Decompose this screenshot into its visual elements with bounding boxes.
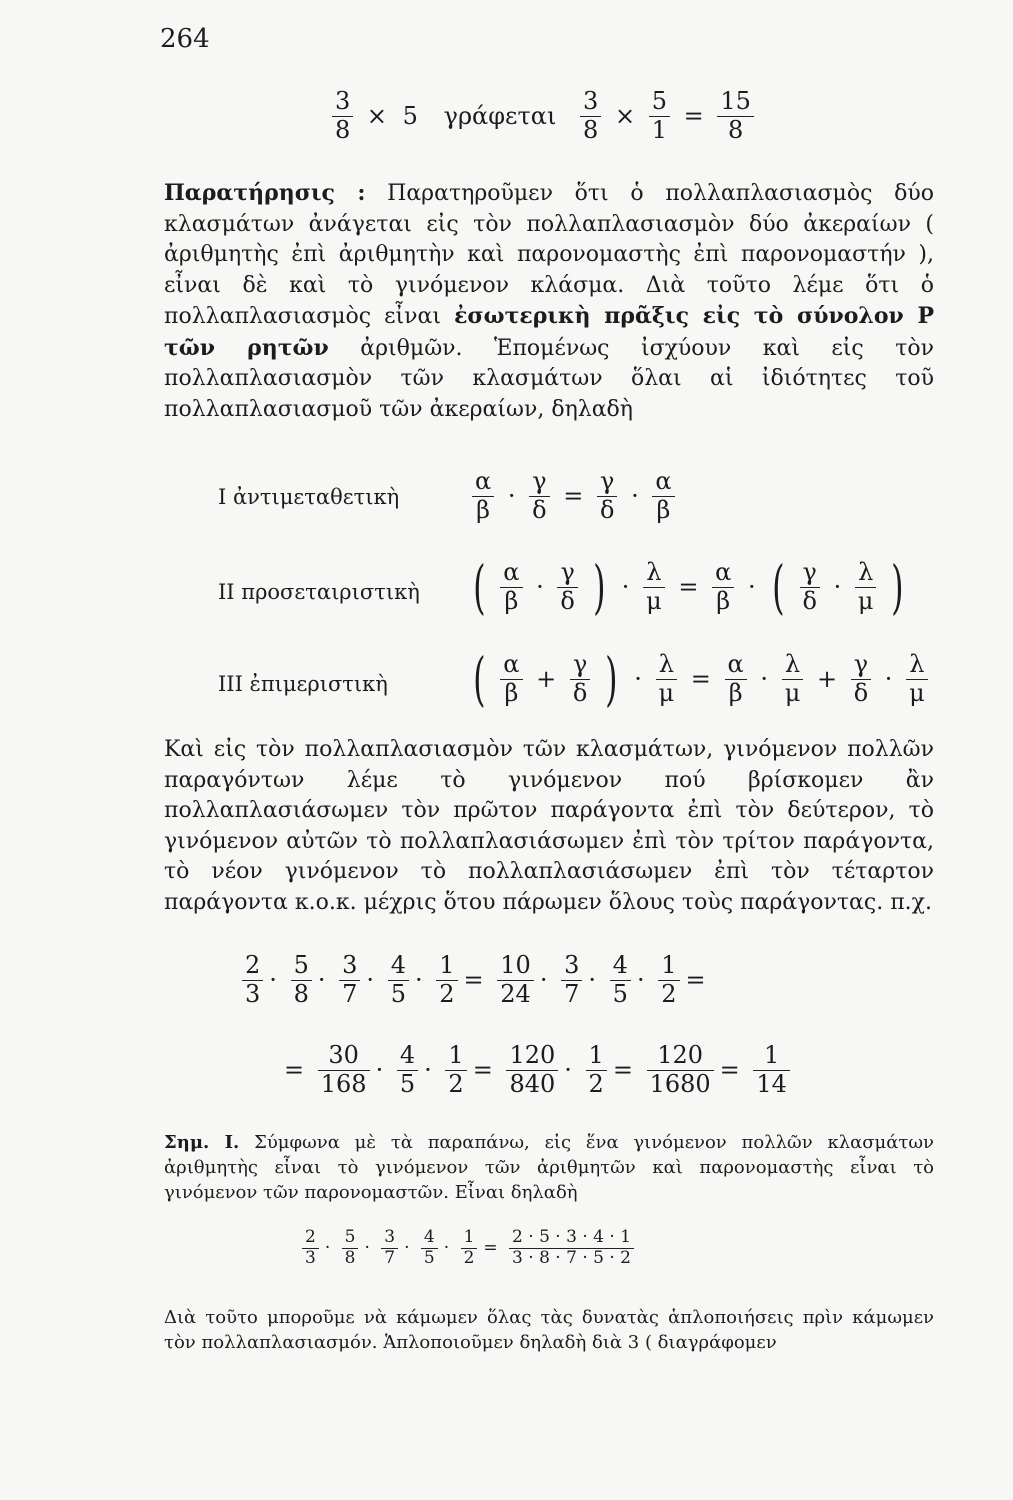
property-2-label: II προσεταιριστικὴ (218, 580, 420, 604)
paragraph-product: Καὶ εἰς τὸν πολλαπλασιασμὸν τῶν κλασμάτων, γινόμενον πολλῶν παραγόντων λέμε τὸ γινόμενον πού βρίσκομεν ἂν πολλαπλασιάσωμεν τὸν πρῶτον παράγοντα ἐπὶ τὸν δεύτερον, τὸ γινόμενον αὐτῶν τὸ πολλαπλασιάσωμεν ἐπὶ τὸν τρίτον παράγοντα, τὸ νέον γινόμενον τὸ πολλαπλασιάσωμεν ἐπὶ τὸν τέταρτον παράγοντα κ.ο.κ. μέχρις ὅτου πάρωμεν ὅλους τοὺς παράγοντας. π.χ. (164, 737, 934, 915)
page-number: 264 (160, 24, 210, 54)
note-paragraph: Σημ. I. Σύμφωνα μὲ τὰ παραπάνω, εἰς ἕνα γινόμενον πολλῶν κλασμάτων ἀριθμητὴς εἶναι τὸ γινόμενον τῶν ἀριθμητῶν καὶ παρονομαστὴς εἶναι τὸ γινόμενον τῶν παρονομαστῶν. Εἶναι δηλαδὴ (164, 1132, 934, 1203)
property-1-label: I ἀντιμεταθετικὴ (218, 485, 400, 509)
remark-bold: ἐσωτερικὴ πρᾶξις εἰς τὸ σύνολον P τῶν ρητῶν (164, 303, 935, 361)
property-3-label: III ἐπιμεριστικὴ (218, 672, 388, 696)
property-2-formula: ( $\frac{\alpha}{\beta}$ · $\frac{\gamma}{\delta}$ ) · $\frac{\lambda}{\mu}$ = $\frac{\alpha}{\beta}$ · ( $\frac{\gamma}{\delta}$ · $\frac{\lambda}{\mu}$ ) (473, 553, 904, 621)
example-line-1: $\frac{2}{3}$ · $\frac{5}{8}$ · $\frac{3}{7}$ · $\frac{4}{5}$ · $\frac{1}{2}$ = $\frac{10}{24}$ · $\frac{3}{7}$ · $\frac{4}{5}$ · $\frac{1}{2}$ = (240, 952, 710, 1008)
equation-top: $\frac{3}{8}$ × 5 γράφεται $\frac{3}{8}$ × $\frac{5}{1}$ = $\frac{15}{8}$ (330, 88, 756, 144)
note-paragraph-2: Διὰ τοῦτο μποροῦμε νὰ κάμωμεν ὅλας τὰς δυνατὰς ἁπλοποιήσεις πρὶν κάμωμεν τὸν πολλαπλασιασμόν. Ἁπλοποιοῦμεν δηλαδὴ διὰ 3 ( διαγράφομεν (164, 1307, 934, 1353)
example-line-2: = $\frac{30}{168}$ · $\frac{4}{5}$ · $\frac{1}{2}$ = $\frac{120}{840}$ · $\frac{1}{2}$ = $\frac{120}{1680}$ = $\frac{1}{14}$ (280, 1042, 792, 1098)
remark-paragraph: Παρατήρησις : Παρατηροῦμεν ὅτι ὁ πολλαπλασιασμὸς δύο κλασμάτων ἀνάγεται εἰς τὸν πολλαπλασιασμὸν δύο ἀκεραίων ( ἀριθμητὴς ἐπὶ ἀριθμητὴν καὶ παρονομαστὴς ἐπὶ παρονομαστήν ), εἶναι δὲ καὶ τὸ γινόμενον κλάσμα. Διὰ τοῦτο λέμε ὅτι ὁ πολλαπλασιασμὸς εἶναι ἐσωτερικὴ πρᾶξις εἰς τὸ σύνολον P τῶν ρητῶν ἀριθμῶν. Ἑπομένως ἰσχύουν καὶ εἰς τὸν πολλαπλασιασμὸν τῶν κλασμάτων ὅλαι αἱ ἰδιότητες τοῦ πολλαπλασιασμοῦ τῶν ἀκεραίων, δηλαδὴ (164, 180, 935, 422)
note-formula: $\frac{2}{3}$ · $\frac{5}{8}$ · $\frac{3}{7}$ · $\frac{4}{5}$ · $\frac{1}{2}$ = $\frac{2 \cdot 5 \cdot 3 \cdot 4 \cdot 1}{3 \cdot 8 \cdot 7 \cdot 5 \cdot 2}$ (300, 1228, 636, 1268)
note-label: Σημ. I. (164, 1132, 240, 1153)
property-3-formula: ( $\frac{\alpha}{\beta}$ + $\frac{\gamma}{\delta}$ ) · $\frac{\lambda}{\mu}$ = $\frac{\alpha}{\beta}$ · $\frac{\lambda}{\mu}$ + $\frac{\gamma}{\delta}$ · $\frac{\lambda}{\mu}$ (468, 650, 930, 708)
remark-label: Παρατήρησις : (164, 180, 366, 206)
property-1-formula: $\frac{\alpha}{\beta}$ · $\frac{\gamma}{\delta}$ = $\frac{\gamma}{\delta}$ · $\frac{\alpha}{\beta}$ (470, 468, 677, 524)
